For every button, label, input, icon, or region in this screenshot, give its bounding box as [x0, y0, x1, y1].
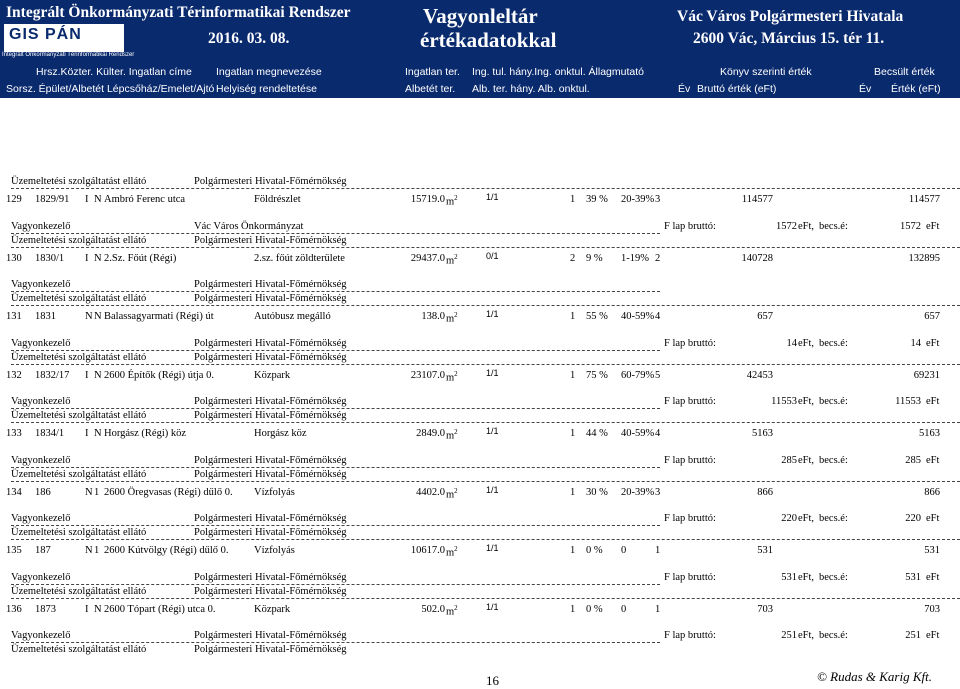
row-area: [416, 487, 445, 498]
row-gross: 5163: [752, 428, 773, 439]
prev-gross-unit: eFt,: [798, 454, 815, 466]
row-range: 60-79%: [621, 369, 655, 381]
prev-becs-label: becs.é:: [819, 630, 848, 641]
prev-gross-label: F lap bruttó:: [664, 396, 716, 407]
col-property-name: Ingatlan megnevezése: [216, 66, 322, 78]
report-date: 2016. 03. 08.: [208, 30, 290, 47]
dashed-rule: [11, 408, 660, 409]
row-hrsz: 1830/1: [35, 252, 65, 264]
dashed-rule: [11, 247, 960, 248]
col-ownership: Ing. tul. hány.Ing. onktul. Állagmutató: [472, 66, 644, 78]
col-room-purpose: Helyiség rendeltetése: [216, 83, 317, 95]
row-range: 40-59%: [621, 428, 655, 439]
row-onk: 2: [570, 252, 576, 264]
prev-becs-label: becs.é:: [819, 513, 848, 524]
row-address: 2600 Öregvasas (Régi) dűlő 0.: [104, 486, 233, 498]
row-address: Horgász (Régi) köz: [104, 428, 187, 439]
dashed-rule: [11, 481, 960, 482]
prev-gross-label: F lap bruttó:: [664, 337, 716, 349]
dashed-rule: [11, 233, 660, 234]
row-sorsz: 135: [6, 545, 22, 556]
row-kk: N: [94, 603, 102, 615]
col-sorsz-building: Sorsz. Épület/Albetét Lépcsőház/Emelet/Ajtó: [6, 83, 215, 95]
row-hrsz: 1831: [35, 311, 56, 322]
manager-value: Polgármesteri Hivatal-Főmérnökség: [194, 454, 347, 466]
row-name: Horgász köz: [254, 428, 307, 439]
dashed-rule: [11, 364, 960, 365]
copyright: © Rudas & Karig Kft.: [817, 669, 932, 684]
row-kk: N: [94, 194, 102, 205]
row-sorsz: 134: [6, 486, 22, 498]
row-range: 0: [621, 545, 627, 556]
row-estimated: 657: [924, 311, 940, 322]
operator-label: Üzemeltetési szolgáltatást ellátó: [11, 293, 147, 304]
row-kk: N: [94, 369, 102, 381]
manager-value: Polgármesteri Hivatal-Főmérnökség: [194, 630, 347, 641]
row-kk: 1: [94, 486, 100, 498]
row-estimated: 69231: [913, 369, 940, 381]
row-range: 20-39%: [621, 486, 655, 498]
row-name: Közpark: [254, 603, 291, 615]
prev-becs-label: becs.é:: [819, 337, 848, 349]
area-unit: m: [446, 313, 455, 325]
area-unit-exponent: 2: [454, 603, 458, 612]
operator-value: Polgármesteri Hivatal-Főmérnökség: [194, 351, 347, 363]
prev-gross-value: 531: [781, 571, 797, 583]
system-title: Integrált Önkormányzati Térinformatikai Rendszer: [6, 4, 351, 21]
row-kt: I: [85, 369, 89, 381]
prev-gross-value: 14: [786, 337, 797, 349]
prev-est-unit: eFt: [926, 571, 940, 583]
area-value: 23107.0: [410, 369, 445, 381]
row-hrsz: 1829/91: [35, 194, 70, 205]
col-area: Ingatlan ter.: [405, 66, 460, 78]
area-unit: m: [446, 372, 455, 383]
row-ownership-ratio: 1/1: [486, 543, 499, 553]
prev-gross-unit: eFt,: [798, 513, 815, 524]
manager-label: Vagyonkezelő: [11, 630, 71, 641]
col-unit-ownership: Alb. ter. hány. Alb. onktul.: [472, 83, 590, 95]
gispan-logo: [4, 24, 124, 52]
manager-label: Vagyonkezelő: [11, 337, 71, 349]
prev-est-value: 11553: [895, 396, 921, 407]
dashed-rule: [11, 350, 660, 351]
row-ownership-ratio: 1/1: [486, 309, 499, 319]
prev-gross-value: 285: [781, 454, 797, 466]
prev-est-unit: eFt: [926, 513, 940, 524]
prev-gross-label: F lap bruttó:: [664, 513, 716, 524]
dashed-rule: [11, 467, 660, 468]
col-book-year: Év: [678, 83, 691, 95]
operator-value: Polgármesteri Hivatal-Főmérnökség: [194, 644, 347, 655]
row-grade: 3: [655, 486, 661, 498]
area-value: 502.0: [421, 603, 445, 615]
manager-label: Vagyonkezelő: [11, 454, 71, 466]
row-gross: 114577: [741, 194, 773, 205]
prev-gross-label: F lap bruttó:: [664, 454, 716, 466]
row-grade: 5: [655, 369, 661, 381]
row-area-unit: [446, 194, 458, 208]
row-kk: N: [94, 428, 102, 439]
operator-value: Polgármesteri Hivatal-Főmérnökség: [194, 527, 347, 538]
row-sorsz: 130: [6, 252, 22, 264]
area-unit-exponent: 2: [454, 369, 458, 378]
row-address: 2600 Építők (Régi) útja 0.: [104, 369, 214, 381]
row-address: Balassagyarmati (Régi) út: [104, 311, 214, 322]
row-sorsz: 131: [6, 311, 22, 322]
row-sorsz: 132: [6, 369, 22, 381]
row-pct: 44 %: [586, 428, 608, 439]
row-kk: N: [94, 311, 102, 322]
row-ownership-ratio: 1/1: [486, 484, 499, 495]
operator-value: Polgármesteri Hivatal-Főmérnökség: [194, 234, 347, 246]
page-number: 16: [486, 673, 499, 688]
prev-est-unit: eFt: [926, 630, 940, 641]
row-onk: 1: [570, 428, 576, 439]
row-area: [411, 545, 445, 556]
row-hrsz: 186: [35, 486, 51, 498]
doc-title-line1: Vagyonleltár: [423, 4, 538, 28]
row-area-unit: [446, 370, 458, 384]
row-area-unit: [446, 311, 458, 325]
col-book-value: Könyv szerinti érték: [720, 66, 812, 78]
col-estimated-value: Becsült érték: [874, 66, 935, 78]
row-pct: 9 %: [586, 252, 603, 264]
row-ownership-ratio: 1/1: [486, 192, 499, 202]
row-kt: I: [85, 194, 89, 205]
manager-label: Vagyonkezelő: [11, 279, 71, 290]
dashed-rule: [11, 188, 960, 189]
row-kt: N: [85, 545, 93, 556]
row-hrsz: 1832/17: [35, 369, 70, 381]
row-address: 2.Sz. Főút (Régi): [104, 252, 177, 264]
row-area: [411, 194, 445, 205]
area-unit-exponent: 2: [454, 486, 458, 495]
row-name: Földrészlet: [254, 194, 301, 205]
row-name: 2.sz. főút zöldterülete: [254, 252, 345, 264]
row-onk: 1: [570, 194, 576, 205]
area-unit: m: [446, 547, 455, 559]
row-area: [421, 311, 445, 322]
row-kt: I: [85, 428, 89, 439]
area-unit: m: [446, 606, 455, 617]
row-estimated: 114577: [908, 194, 940, 205]
row-gross: 703: [757, 603, 773, 615]
prev-gross-unit: eFt,: [798, 337, 815, 349]
prev-est-value: 531: [905, 571, 921, 583]
prev-gross-value: 11553: [771, 396, 797, 407]
operator-label: Üzemeltetési szolgáltatást ellátó: [11, 234, 147, 246]
row-area-unit: [446, 487, 458, 501]
prev-gross-unit: eFt,: [798, 220, 815, 232]
row-pct: 75 %: [586, 369, 608, 381]
manager-value: Polgármesteri Hivatal-Főmérnökség: [194, 571, 347, 583]
operator-label: Üzemeltetési szolgáltatást ellátó: [11, 176, 147, 187]
row-onk: 1: [570, 369, 576, 381]
prev-gross-unit: eFt,: [798, 571, 815, 583]
prev-gross-label: F lap bruttó:: [664, 630, 716, 641]
area-unit-exponent: 2: [454, 194, 458, 202]
row-hrsz: 1873: [35, 603, 56, 615]
col-unit-area: Albetét ter.: [405, 83, 456, 95]
row-range: 0: [621, 603, 627, 615]
prev-becs-label: becs.é:: [819, 454, 848, 466]
logo-subtitle: Integrált Önkormányzati Térinformatikai Rendszer: [2, 52, 135, 58]
row-gross: 42453: [746, 369, 773, 381]
row-range: 40-59%: [621, 311, 655, 322]
col-gross-value: Bruttó érték (eFt): [697, 83, 777, 95]
area-value: 10617.0: [410, 545, 445, 556]
row-gross: 531: [757, 545, 773, 556]
row-name: Vízfolyás: [254, 486, 295, 498]
row-ownership-ratio: 0/1: [486, 250, 499, 261]
row-grade: 3: [655, 194, 661, 205]
row-area-unit: [446, 428, 458, 442]
row-range: 20-39%: [621, 194, 655, 205]
row-hrsz: 1834/1: [35, 428, 65, 439]
operator-value: Polgármesteri Hivatal-Főmérnökség: [194, 293, 347, 304]
row-area: [411, 253, 445, 264]
row-area: [421, 604, 445, 615]
area-unit: m: [446, 196, 455, 208]
prev-est-value: 14: [910, 337, 921, 349]
area-value: 4402.0: [416, 486, 445, 498]
row-gross: 866: [757, 486, 773, 498]
operator-label: Üzemeltetési szolgáltatást ellátó: [11, 351, 147, 363]
row-onk: 1: [570, 603, 576, 615]
row-estimated: 132895: [908, 252, 940, 264]
manager-label: Vagyonkezelő: [11, 513, 71, 524]
dashed-rule: [11, 539, 960, 540]
area-unit-exponent: 2: [454, 252, 458, 261]
prev-gross-unit: eFt,: [798, 630, 815, 641]
operator-label: Üzemeltetési szolgáltatást ellátó: [11, 644, 147, 655]
report-header: [0, 0, 960, 62]
row-grade: 4: [655, 311, 661, 322]
row-address: 2600 Tópart (Régi) utca 0.: [104, 603, 216, 615]
prev-becs-label: becs.é:: [819, 396, 848, 407]
prev-becs-label: becs.é:: [819, 571, 848, 583]
manager-value: Polgármesteri Hivatal-Főmérnökség: [194, 513, 347, 524]
operator-label: Üzemeltetési szolgáltatást ellátó: [11, 410, 147, 421]
manager-value: Polgármesteri Hivatal-Főmérnökség: [194, 337, 347, 349]
prev-gross-value: 220: [781, 513, 797, 524]
row-area: [411, 370, 445, 381]
manager-value: Vác Város Önkormányzat: [194, 220, 304, 232]
row-pct: 0 %: [586, 603, 603, 615]
row-address: Ambró Ferenc utca: [104, 194, 186, 205]
prev-est-unit: eFt: [926, 220, 940, 232]
row-area-unit: [446, 253, 458, 267]
manager-value: Polgármesteri Hivatal-Főmérnökség: [194, 396, 347, 407]
row-grade: 1: [655, 603, 661, 615]
area-unit: m: [446, 255, 455, 266]
doc-title-line2: értékadatokkal: [420, 28, 557, 52]
prev-gross-label: F lap bruttó:: [664, 571, 716, 583]
org-address: 2600 Vác, Március 15. tér 11.: [693, 30, 885, 47]
area-unit: m: [446, 430, 455, 442]
operator-label: Üzemeltetési szolgáltatást ellátó: [11, 585, 147, 597]
area-value: 29437.0: [410, 252, 445, 264]
prev-est-value: 251: [905, 630, 921, 641]
org-name: Vác Város Polgármesteri Hivatala: [677, 8, 904, 25]
manager-label: Vagyonkezelő: [11, 396, 71, 407]
dashed-rule: [11, 305, 960, 306]
dashed-rule: [11, 525, 660, 526]
operator-label: Üzemeltetési szolgáltatást ellátó: [11, 527, 147, 538]
row-pct: 39 %: [586, 194, 608, 205]
row-kk: N: [94, 252, 102, 264]
row-estimated: 866: [924, 486, 940, 498]
row-name: Vízfolyás: [254, 545, 295, 556]
col-est-year: Év: [859, 83, 872, 95]
area-unit: m: [446, 489, 455, 500]
row-estimated: 703: [924, 603, 940, 615]
dashed-rule: [11, 642, 660, 643]
row-pct: 0 %: [586, 545, 603, 556]
row-grade: 1: [655, 545, 661, 556]
operator-value: Polgármesteri Hivatal-Főmérnökség: [194, 410, 347, 421]
col-hrsz-address: Hrsz.Közter. Külter. Ingatlan címe: [36, 66, 192, 78]
row-pct: 30 %: [586, 486, 608, 498]
row-onk: 1: [570, 545, 576, 556]
row-ownership-ratio: 1/1: [486, 367, 499, 378]
prev-est-value: 220: [905, 513, 921, 524]
row-range: 1-19%: [621, 252, 649, 264]
dashed-rule: [11, 598, 960, 599]
prev-gross-value: 251: [781, 630, 797, 641]
manager-label: Vagyonkezelő: [11, 571, 71, 583]
row-kt: N: [85, 486, 93, 498]
row-area-unit: [446, 604, 458, 618]
dashed-rule: [11, 584, 660, 585]
prev-gross-value: 1572: [776, 220, 797, 232]
row-ownership-ratio: 1/1: [486, 601, 499, 612]
operator-value: Polgármesteri Hivatal-Főmérnökség: [194, 468, 347, 480]
area-value: 15719.0: [410, 194, 445, 205]
row-name: Autóbusz megálló: [254, 311, 331, 322]
row-onk: 1: [570, 311, 576, 322]
row-address: 2600 Kútvölgy (Régi) dűlő 0.: [104, 545, 229, 556]
area-unit-exponent: 2: [454, 428, 458, 436]
row-sorsz: 129: [6, 194, 22, 205]
area-value: 2849.0: [416, 428, 445, 439]
row-gross: 657: [757, 311, 773, 322]
row-kt: N: [85, 311, 93, 322]
row-ownership-ratio: 1/1: [486, 426, 499, 436]
row-sorsz: 136: [6, 603, 22, 615]
row-estimated: 531: [924, 545, 940, 556]
prev-becs-label: becs.é:: [819, 220, 848, 232]
prev-est-unit: eFt: [926, 337, 940, 349]
operator-label: Üzemeltetési szolgáltatást ellátó: [11, 468, 147, 480]
dashed-rule: [11, 422, 960, 423]
dashed-rule: [11, 291, 660, 292]
prev-est-unit: eFt: [926, 454, 940, 466]
area-unit-exponent: 2: [454, 545, 458, 553]
area-unit-exponent: 2: [454, 311, 458, 319]
col-est-value: Érték (eFt): [891, 83, 941, 95]
row-kt: I: [85, 603, 89, 615]
row-pct: 55 %: [586, 311, 608, 322]
row-kt: I: [85, 252, 89, 264]
row-gross: 140728: [741, 252, 773, 264]
row-name: Közpark: [254, 369, 291, 381]
logo-text: GIS PÁN: [9, 26, 82, 43]
row-onk: 1: [570, 486, 576, 498]
prev-est-value: 1572: [900, 220, 921, 232]
prev-gross-unit: eFt,: [798, 396, 815, 407]
row-area-unit: [446, 545, 458, 559]
row-area: [416, 428, 445, 439]
column-header: [0, 62, 960, 98]
manager-value: Polgármesteri Hivatal-Főmérnökség: [194, 279, 347, 290]
area-value: 138.0: [421, 311, 445, 322]
operator-value: Polgármesteri Hivatal-Főmérnökség: [194, 176, 347, 187]
prev-est-value: 285: [905, 454, 921, 466]
row-grade: 4: [655, 428, 661, 439]
prev-est-unit: eFt: [926, 396, 940, 407]
operator-value: Polgármesteri Hivatal-Főmérnökség: [194, 585, 347, 597]
row-kk: 1: [94, 545, 100, 556]
row-sorsz: 133: [6, 428, 22, 439]
row-grade: 2: [655, 252, 661, 264]
row-estimated: 5163: [919, 428, 940, 439]
row-hrsz: 187: [35, 545, 51, 556]
manager-label: Vagyonkezelő: [11, 220, 71, 232]
prev-gross-label: F lap bruttó:: [664, 220, 716, 232]
